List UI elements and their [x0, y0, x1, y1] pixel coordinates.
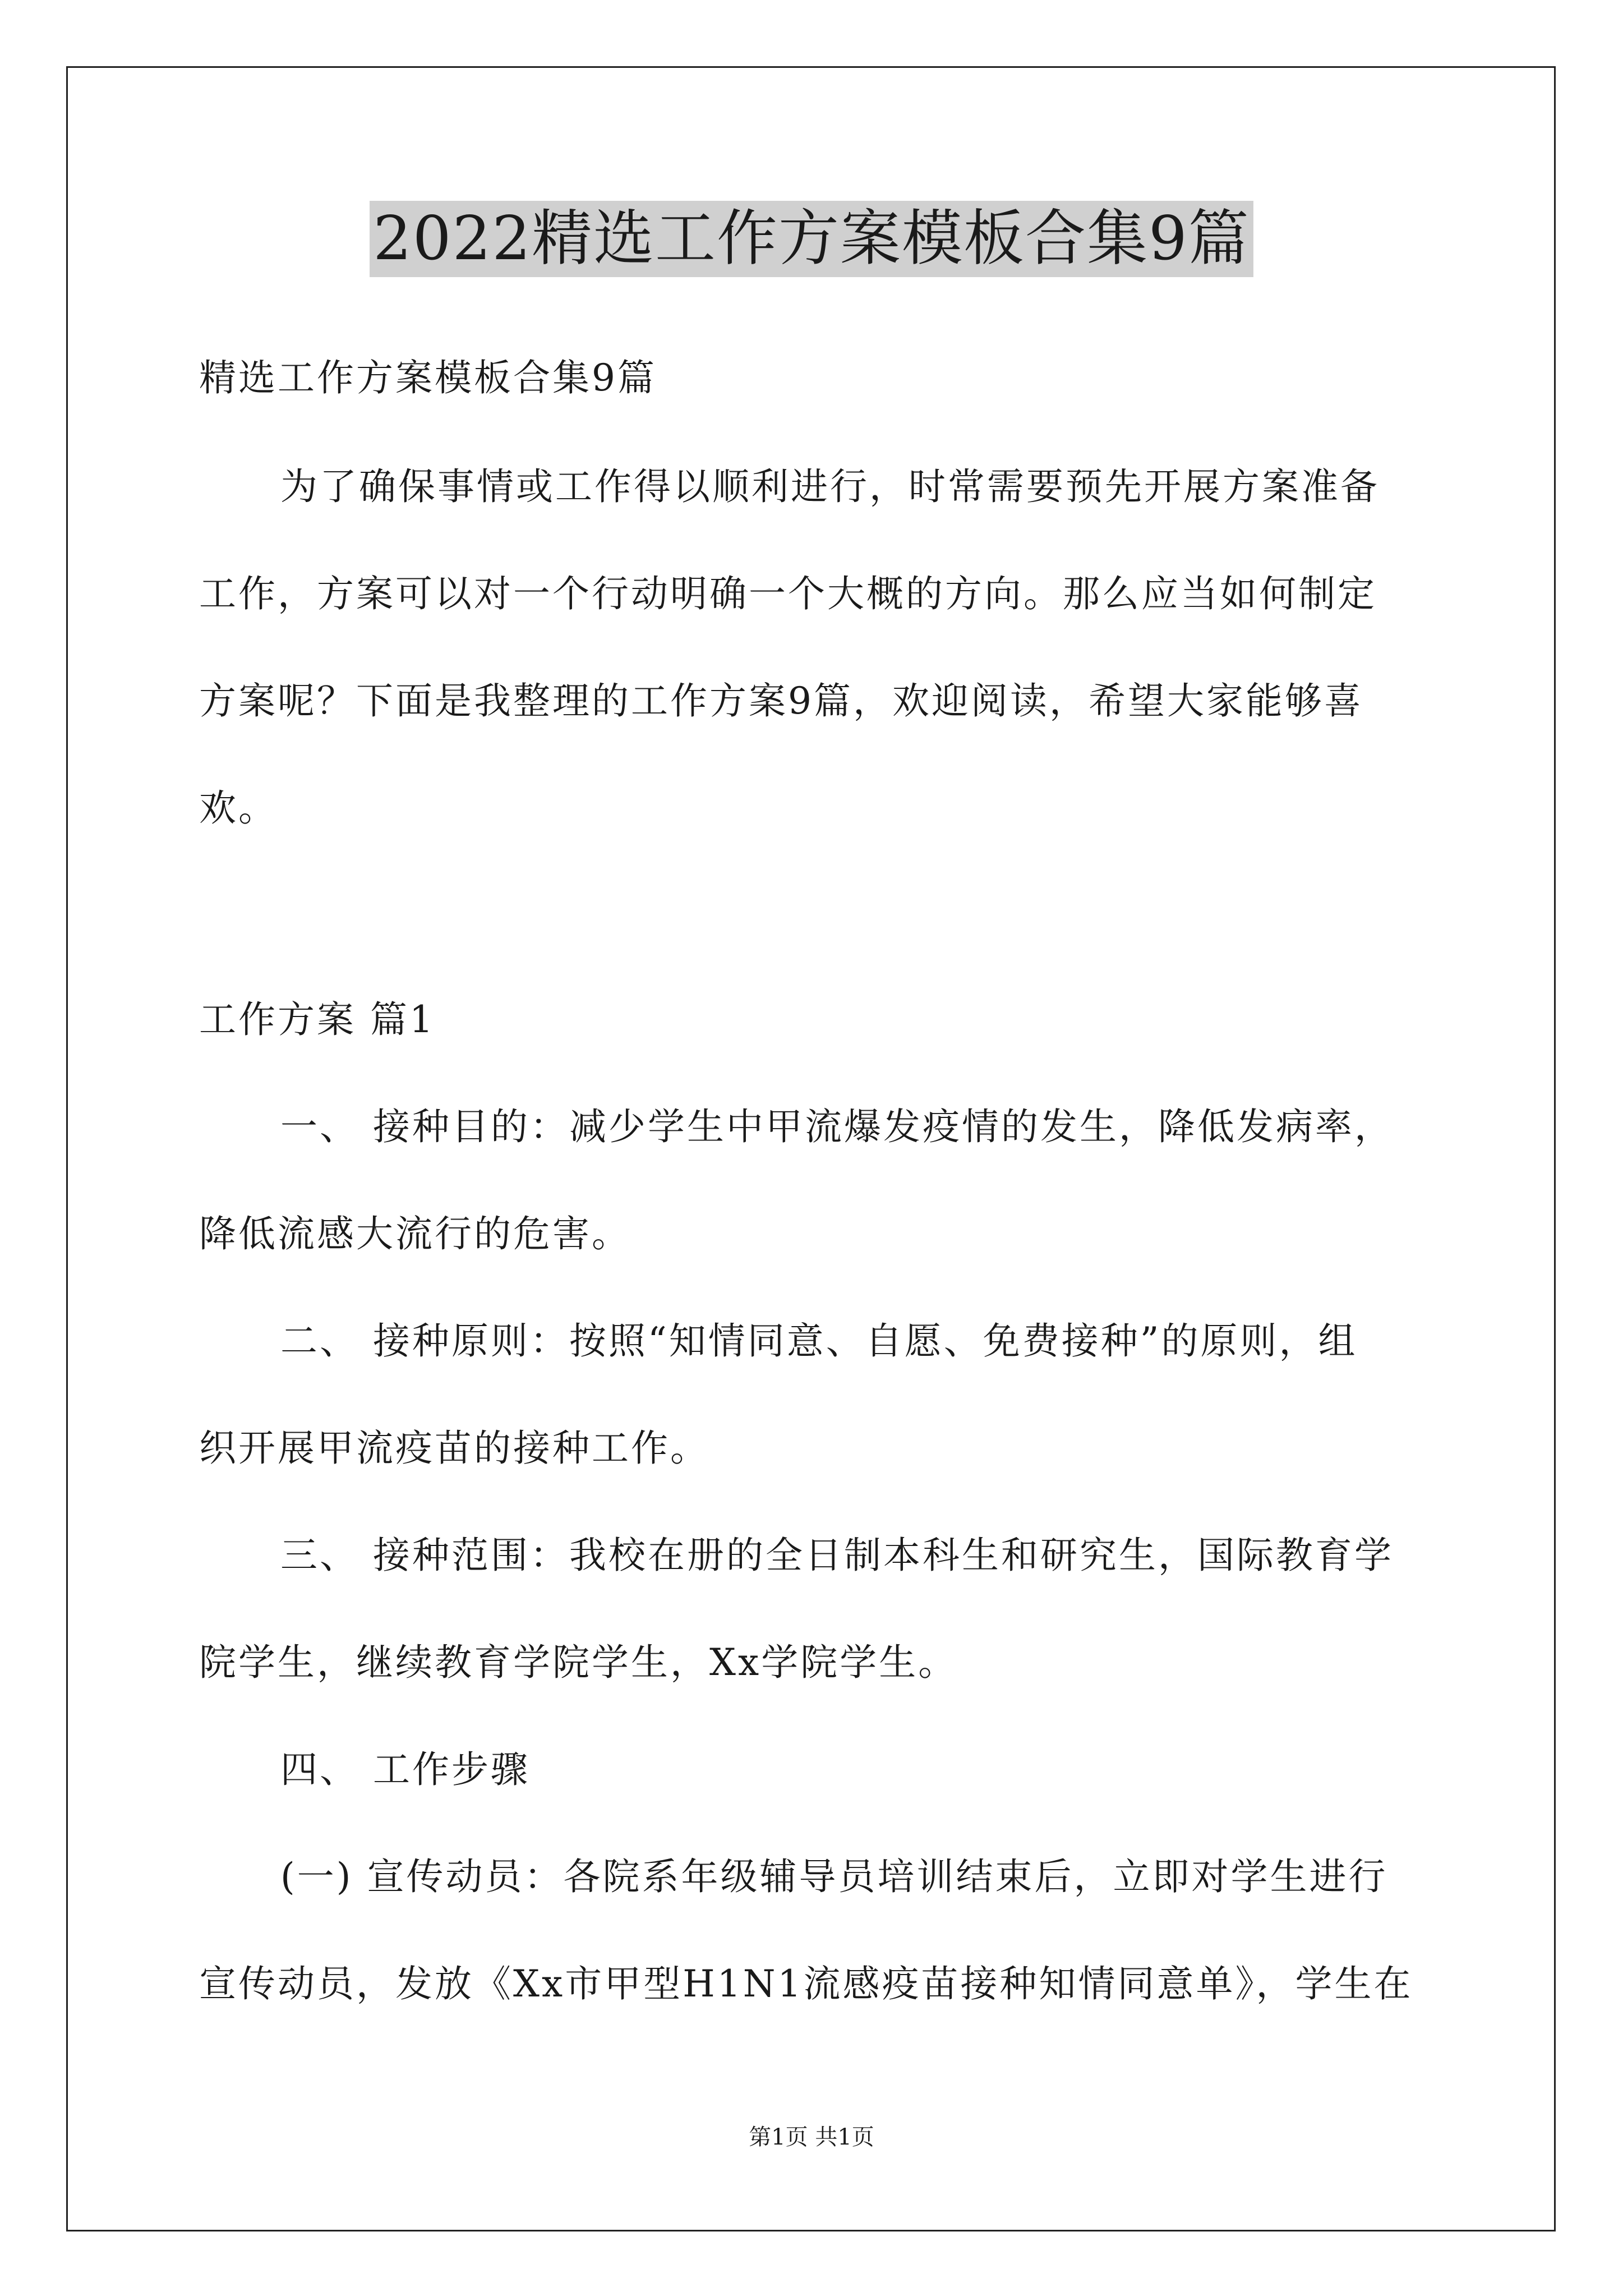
- document-title: 2022精选工作方案模板合集9篇: [370, 201, 1253, 277]
- intro-line: 为了确保事情或工作得以顺利进行，时常需要预先开展方案准备: [280, 465, 1380, 508]
- intro-line: 方案呢？下面是我整理的工作方案9篇，欢迎阅读，希望大家能够喜: [199, 679, 1363, 723]
- body-line: 二、 接种原则：按照“知情同意、自愿、免费接种”的原则，组: [280, 1319, 1358, 1363]
- intro-line: 工作，方案可以对一个行动明确一个大概的方向。那么应当如何制定: [199, 572, 1377, 615]
- body-line: 院学生，继续教育学院学生，Xx学院学生。: [199, 1641, 958, 1684]
- body-line: 宣传动员，发放《Xx市甲型H1N1流感疫苗接种知情同意单》，学生在: [199, 1962, 1413, 2005]
- body-line: 降低流感大流行的危害。: [199, 1212, 631, 1255]
- body-line: 四、 工作步骤: [280, 1748, 530, 1791]
- page-footer: 第1页 共1页: [749, 2124, 874, 2150]
- body-line: 织开展甲流疫苗的接种工作。: [199, 1427, 709, 1470]
- section-heading: 工作方案 篇1: [199, 998, 435, 1041]
- body-line: (一) 宣传动员：各院系年级辅导员培训结束后，立即对学生进行: [280, 1855, 1388, 1898]
- intro-line: 欢。: [199, 786, 278, 830]
- body-line: 三、 接种范围：我校在册的全日制本科生和研究生，国际教育学: [280, 1534, 1394, 1577]
- body-line: 一、 接种目的：减少学生中甲流爆发疫情的发生，降低发病率，: [280, 1105, 1394, 1148]
- document-subtitle: 精选工作方案模板合集9篇: [199, 356, 657, 399]
- title-container: [0, 201, 1623, 277]
